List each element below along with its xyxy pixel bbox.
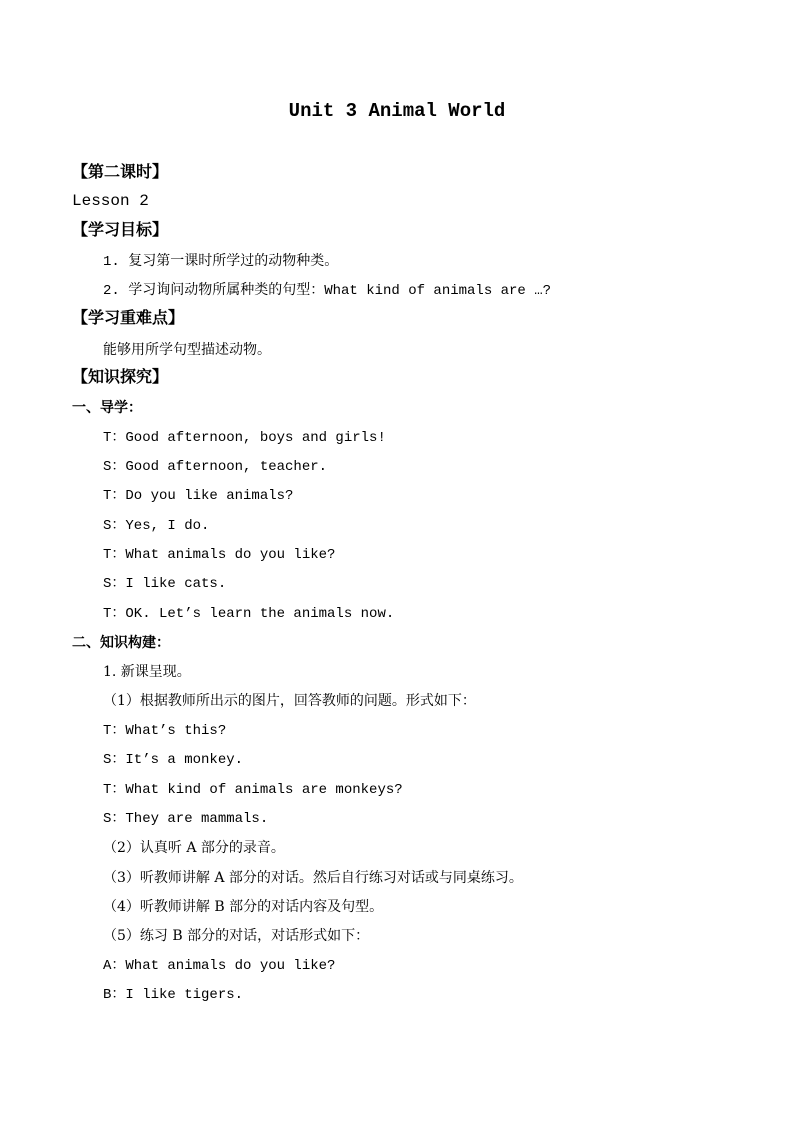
instruction-line: （1）根据教师所出示的图片，回答教师的问题。形式如下： [103, 693, 476, 709]
objectives-heading: 【学习目标】 [72, 220, 169, 239]
dialogue-line: S：I like cats. [103, 576, 227, 592]
dialogue-line: S：They are mammals. [103, 811, 269, 827]
dialogue-line: S：Good afternoon, teacher. [103, 459, 328, 475]
dialogue-line: T：What’s this? [103, 723, 227, 739]
instruction-line: （5）练习 B 部分的对话，对话形式如下： [103, 928, 370, 944]
dialogue-line: T：What animals do you like? [103, 547, 336, 563]
objective-item: 2. 学习询问动物所属种类的句型：What kind of animals are …? [103, 283, 552, 299]
instruction-line: （4）听教师讲解 B 部分的对话内容及句型。 [103, 899, 384, 915]
section-one-heading: 一、导学： [72, 400, 142, 416]
dialogue-line: T：OK. Let’s learn the animals now. [103, 606, 395, 622]
key-points-heading: 【学习重难点】 [72, 308, 185, 327]
step-label: 1. 新课呈现。 [103, 664, 191, 680]
period-heading: 【第二课时】 [72, 162, 169, 181]
objective-item: 1. 复习第一课时所学过的动物种类。 [103, 254, 339, 270]
key-points-text: 能够用所学句型描述动物。 [103, 342, 271, 358]
practice-line: B：I like tigers. [103, 987, 244, 1003]
dialogue-line: S：Yes, I do. [103, 518, 210, 534]
dialogue-line: T：Do you like animals? [103, 488, 294, 504]
lesson-label: Lesson 2 [72, 192, 149, 210]
dialogue-line: T：What kind of animals are monkeys? [103, 782, 403, 798]
instruction-line: （3）听教师讲解 A 部分的对话。然后自行练习对话或与同桌练习。 [103, 870, 523, 886]
instruction-line: （2）认真听 A 部分的录音。 [103, 840, 285, 856]
practice-line: A：What animals do you like? [103, 958, 336, 974]
inquiry-heading: 【知识探究】 [72, 367, 169, 386]
section-two-heading: 二、知识构建： [72, 635, 170, 651]
dialogue-line: T：Good afternoon, boys and girls! [103, 430, 386, 446]
document-title: Unit 3 Animal World [288, 100, 506, 122]
dialogue-line: S：It’s a monkey. [103, 752, 244, 768]
